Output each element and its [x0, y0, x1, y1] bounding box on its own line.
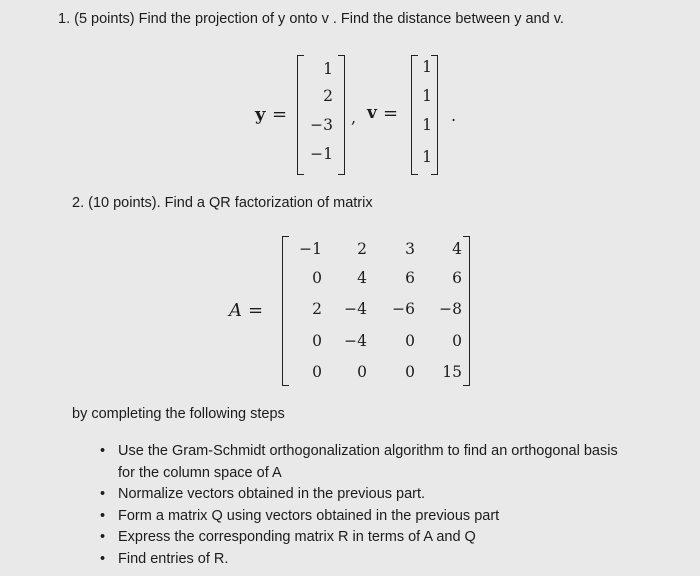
step-text: Use the Gram-Schmidt orthogonalization algorithm to find an orthogonal basis for the column space of A — [118, 443, 618, 481]
list-item — [100, 527, 660, 549]
bullet-icon: • — [100, 443, 106, 459]
y-entry-3: −3 — [310, 116, 333, 134]
steps-list — [100, 441, 660, 570]
matrix-cell: 2 — [312, 300, 322, 318]
matrix-cell: 15 — [442, 363, 462, 381]
v-right-bracket — [431, 55, 438, 175]
bullet-icon: • — [100, 550, 106, 567]
y-entry-4: −1 — [310, 145, 333, 163]
y-right-bracket — [338, 55, 345, 175]
step-text: Normalize vectors obtained in the previous part. — [118, 486, 426, 502]
matrix-cell: 0 — [405, 332, 415, 350]
bullet-icon: • — [100, 486, 106, 502]
v-label: v — [367, 103, 377, 123]
matrix-cell: −6 — [392, 300, 415, 318]
vector-period: . — [451, 106, 457, 125]
matrix-cell: −4 — [344, 300, 367, 318]
y-entry-2: 2 — [323, 87, 333, 105]
step-text: Express the corresponding matrix R in terms of A and Q — [118, 529, 476, 545]
y-equals: = — [272, 104, 288, 125]
matrix-cell: 0 — [312, 332, 322, 350]
vector-comma: , — [351, 108, 357, 127]
y-entry-1: 1 — [323, 60, 333, 78]
y-label: y — [255, 104, 266, 125]
a-equals: = — [248, 300, 264, 321]
v-entry-1: 1 — [422, 58, 432, 76]
matrix-cell: 0 — [452, 332, 462, 350]
v-entry-2: 1 — [422, 87, 432, 105]
matrix-cell: −1 — [299, 240, 322, 258]
matrix-left-bracket — [282, 236, 289, 386]
matrix-cell: 0 — [312, 269, 322, 287]
y-left-bracket — [297, 55, 304, 175]
matrix-cell: −4 — [344, 332, 367, 350]
step-text: Form a matrix Q using vectors obtained in the previous part — [118, 507, 500, 524]
v-entry-3: 1 — [422, 116, 432, 134]
bullet-icon: • — [100, 507, 106, 524]
question-1-text: 1. (5 points) Find the projection of y onto v . Find the distance between y and v. — [58, 11, 564, 27]
list-item — [100, 441, 638, 484]
matrix-cell: 0 — [405, 363, 415, 381]
step-text: Find entries of R. — [118, 550, 229, 567]
list-item — [100, 549, 660, 571]
matrix-cell: 4 — [452, 240, 462, 258]
matrix-cell: 6 — [452, 269, 462, 287]
steps-intro: by completing the following steps — [72, 406, 285, 422]
v-equals: = — [383, 103, 399, 124]
matrix-cell: 3 — [405, 240, 415, 258]
bullet-icon: • — [100, 529, 106, 545]
v-entry-4: 1 — [422, 148, 432, 166]
list-item — [100, 506, 660, 528]
question-2-text: 2. (10 points). Find a QR factorization of matrix — [72, 195, 373, 211]
matrix-cell: 4 — [357, 269, 367, 287]
matrix-cell: 0 — [357, 363, 367, 381]
matrix-cell: 2 — [357, 240, 367, 258]
matrix-right-bracket — [463, 236, 470, 386]
matrix-cell: 0 — [312, 363, 322, 381]
a-label: A — [229, 300, 242, 321]
matrix-cell: −8 — [439, 300, 462, 318]
list-item — [100, 484, 660, 506]
matrix-cell: 6 — [405, 269, 415, 287]
